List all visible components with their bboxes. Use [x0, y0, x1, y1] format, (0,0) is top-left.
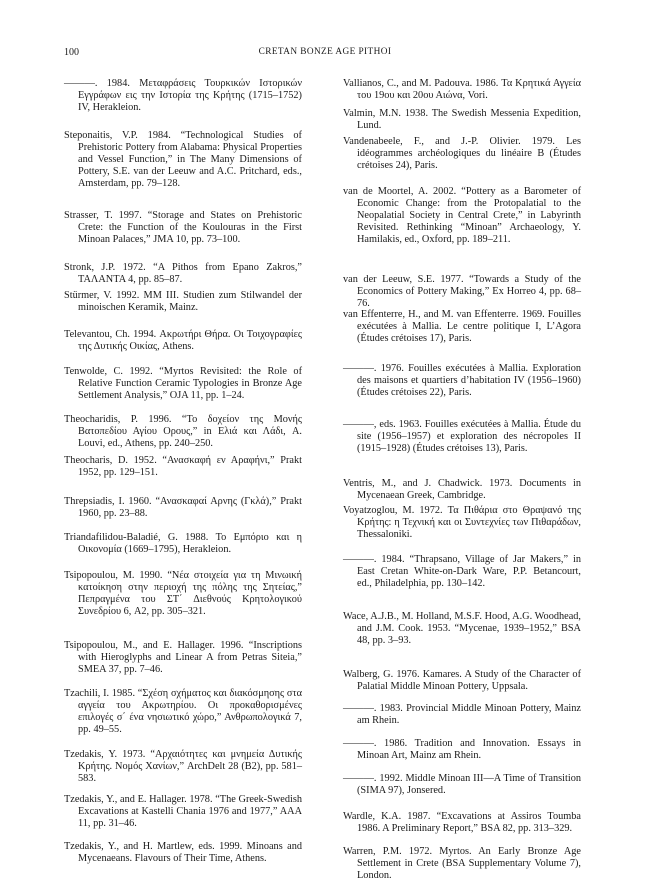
- bibliography-entry: Theocharis, D. 1952. “Ανασκαφή εν Αραφήνι,” Prakt 1952, pp. 129–151.: [64, 455, 302, 479]
- bibliography-entry: Vallianos, C., and M. Padouva. 1986. Τα Κρητικά Αγγεία του 19ου και 20ου Αιώνα, Vori.: [343, 78, 581, 102]
- bibliography-entry: Wardle, K.A. 1987. “Excavations at Assiros Toumba 1986. A Preliminary Report,” BSA 82, pp. 313–329.: [343, 811, 581, 835]
- page-number: 100: [64, 47, 79, 58]
- bibliography-entry: Tsipopoulou, M. 1990. “Νέα στοιχεία για τη Μινωική κατοίκηση στην περιοχή της πόλης της Σητείας,” Πεπραγμένα του ΣΤ΄ Διεθνούς Κρητολογικού Συνεδρίου 6, A2, pp. 305–321.: [64, 570, 302, 618]
- bibliography-entry: Tzedakis, Y., and E. Hallager. 1978. “The Greek-Swedish Excavations at Kastelli Chania 1976 and 1977,” AAA 11, pp. 31–46.: [64, 794, 302, 830]
- bibliography-entry: ———. 1976. Fouilles exécutées à Mallia. Exploration des maisons et quartiers d’habitation IV (1956–1960) (Études crétoises 22), Paris.: [343, 363, 581, 399]
- bibliography-entry: Stronk, J.P. 1972. “A Pithos from Epano Zakros,” ΤΑΛΑΝΤΑ 4, pp. 85–87.: [64, 262, 302, 286]
- running-title: CRETAN BONZE AGE PITHOI: [258, 47, 392, 57]
- bibliography-entry: Tsipopoulou, M., and E. Hallager. 1996. “Inscriptions with Hieroglyphs and Linear A from Petras Siteia,” SMEA 37, pp. 7–46.: [64, 640, 302, 676]
- bibliography-entry: ———. 1992. Middle Minoan III—A Time of Transition (SIMA 97), Jonsered.: [343, 773, 581, 797]
- bibliography-entry: ———. 1986. Tradition and Innovation. Essays in Minoan Art, Mainz am Rhein.: [343, 738, 581, 762]
- bibliography-entry: Tzedakis, Y., and H. Martlew, eds. 1999. Minoans and Mycenaeans. Flavours of Their Time, Athens.: [64, 841, 302, 865]
- bibliography-entry: ———. 1984. “Thrapsano, Village of Jar Makers,” in East Cretan White-on-Dark Ware, P.P. Betancourt, ed., Philadelphia, pp. 130–142.: [343, 554, 581, 590]
- bibliography-entry: van Effenterre, H., and M. van Effenterre. 1969. Fouilles exécutées à Mallia. Le centre politique I, L’Agora (Études crétoises 17), Paris.: [343, 309, 581, 345]
- bibliography-entry: Wace, A.J.B., M. Holland, M.S.F. Hood, A.G. Woodhead, and J.M. Cook. 1953. “Mycenae, 1939–1952,” BSA 48, pp. 3–93.: [343, 611, 581, 647]
- bibliography-entry: Televantou, Ch. 1994. Ακρωτήρι Θήρα. Οι Τοιχογραφίες της Δυτικής Οικίας, Athens.: [64, 329, 302, 353]
- bibliography-entry: Steponaitis, V.P. 1984. “Technological Studies of Prehistoric Pottery from Alabama: Physical Properties and Vessel Function,” in The Many Dimensions of Pottery, S.E. van der Leeuw and A.C. Pritchard, eds., Amsterdam, pp. 79–128.: [64, 130, 302, 190]
- bibliography-entry: Threpsiadis, I. 1960. “Ανασκαφαί Αρνης (Γκλά),” Prakt 1960, pp. 23–88.: [64, 496, 302, 520]
- bibliography-entry: Walberg, G. 1976. Kamares. A Study of the Character of Palatial Middle Minoan Pottery, Uppsala.: [343, 669, 581, 693]
- bibliography-entry: van der Leeuw, S.E. 1977. “Towards a Study of the Economics of Pottery Making,” Ex Horreo 4, pp. 68–76.: [343, 274, 581, 310]
- bibliography-entry: Tzedakis, Y. 1973. “Αρχαιότητες και μνημεία Δυτικής Κρήτης. Νομός Χανίων,” ArchDelt 28 (B2), pp. 581–583.: [64, 749, 302, 785]
- bibliography-entry: van de Moortel, A. 2002. “Pottery as a Barometer of Economic Change: from the Protopalatial to the Neopalatial Society in Central Crete,” in Labyrinth Revisited. Rethinking “Minoan” Archaeology, Y. Hamilakis, ed., Oxford, pp. 189–211.: [343, 186, 581, 246]
- bibliography-entry: Tzachili, I. 1985. “Σχέση σχήματος και διακόσμησης στα αγγεία του Ακρωτηρίου. Οι προκαθορισμένες επιλογές σ΄ ένα νησιωτικό χώρο,” Ανθρωπολογικά 7, pp. 49–55.: [64, 688, 302, 736]
- bibliography-entry: Ventris, M., and J. Chadwick. 1973. Documents in Mycenaean Greek, Cambridge.: [343, 478, 581, 502]
- bibliography-entry: Valmin, M.N. 1938. The Swedish Messenia Expedition, Lund.: [343, 108, 581, 132]
- bibliography-entry: Theocharidis, P. 1996. “Το δοχείον της Μονής Βατοπεδίου Αγίου Ορους,” in Ελιά και Λάδι, A. Louvi, ed., Athens, pp. 240–250.: [64, 414, 302, 450]
- bibliography-entry: Stürmer, V. 1992. MM III. Studien zum Stilwandel der minoischen Keramik, Mainz.: [64, 290, 302, 314]
- bibliography-entry: Warren, P.M. 1972. Myrtos. An Early Bronze Age Settlement in Crete (BSA Supplementary Volume 7), London.: [343, 846, 581, 882]
- bibliography-entry: ———. 1984. Μεταφράσεις Τουρκικών Ιστορικών Εγγράφων εις την Ιστορία της Κρήτης (1715–1752) IV, Herakleion.: [64, 78, 302, 114]
- bibliography-entry: ———, eds. 1963. Fouilles exécutées à Mallia. Étude du site (1956–1957) et exploration des nécropoles II (1915–1928) (Études crétoises 13), Paris.: [343, 419, 581, 455]
- bibliography-entry: Vandenabeele, F., and J.-P. Olivier. 1979. Les idéogrammes archéologiques du linéaire B (Études crétoises 24), Paris.: [343, 136, 581, 172]
- bibliography-entry: Triandafilidou-Baladié, G. 1988. Το Εμπόριο και η Οικονομία (1669–1795), Herakleion.: [64, 532, 302, 556]
- bibliography-entry: Strasser, T. 1997. “Storage and States on Prehistoric Crete: the Function of the Koulouras in the First Minoan Palaces,” JMA 10, pp. 73–100.: [64, 210, 302, 246]
- page-header: [64, 47, 586, 61]
- bibliography-entry: ———. 1983. Provincial Middle Minoan Pottery, Mainz am Rhein.: [343, 703, 581, 727]
- bibliography-entry: Tenwolde, C. 1992. “Myrtos Revisited: the Role of Relative Function Ceramic Typologies in Bronze Age Settlement Analysis,” OJA 11, pp. 1–24.: [64, 366, 302, 402]
- bibliography-entry: Voyatzoglou, M. 1972. Τα Πιθάρια στο Θραψανό της Κρήτης: η Τεχνική και οι Συντεχνίες των Πιθαράδων, Thessaloniki.: [343, 505, 581, 541]
